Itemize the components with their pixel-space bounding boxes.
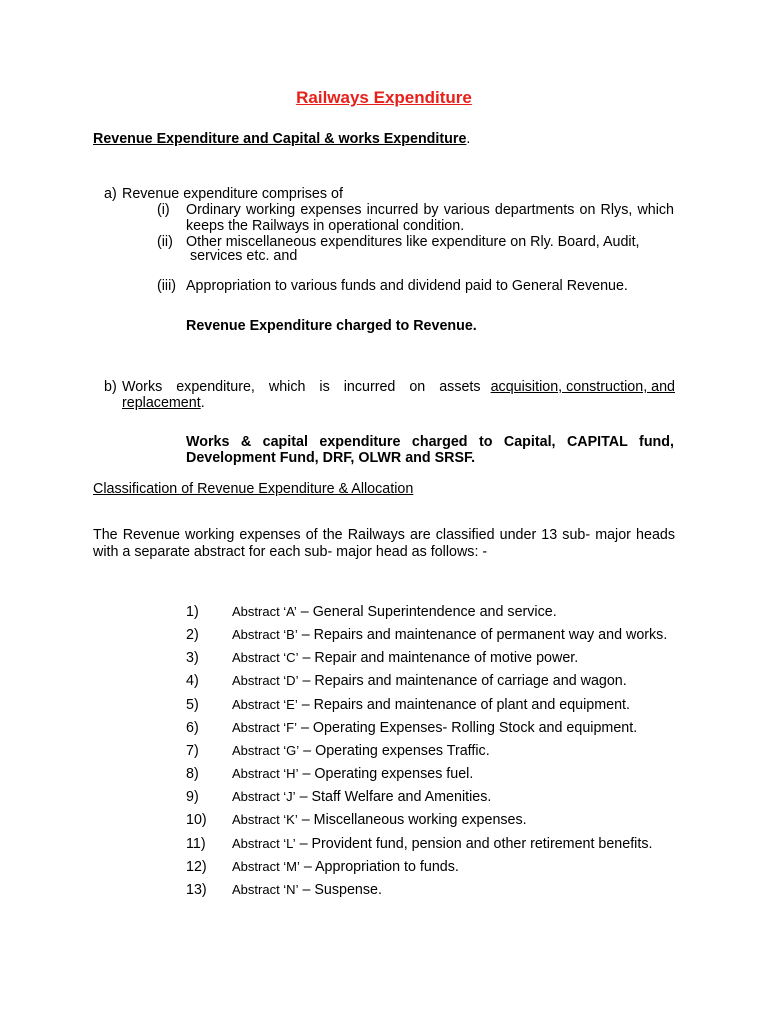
word: is xyxy=(319,379,330,395)
abstract-num: 7) xyxy=(186,743,199,759)
item-i-line2: keeps the Railways in operational condition. xyxy=(186,218,465,234)
abstract-key: Abstract ‘G’ xyxy=(232,743,300,758)
abstract-num: 9) xyxy=(186,789,199,805)
abstract-key: Abstract ‘H’ xyxy=(232,766,299,781)
page-title: Railways Expenditure xyxy=(296,88,472,107)
word: assets xyxy=(439,379,481,395)
abstract-desc: – Repairs and maintenance of carriage and wagon. xyxy=(302,673,627,689)
abstract-key: Abstract ‘C’ xyxy=(232,650,299,665)
abstract-desc: – Repairs and maintenance of plant and equipment. xyxy=(301,697,630,713)
subtitle: Revenue Expenditure and Capital & works Expenditure. xyxy=(93,131,471,147)
abstract-item xyxy=(232,650,578,666)
abstract-item xyxy=(232,627,667,643)
word: which xyxy=(268,379,306,395)
abstract-num: 11) xyxy=(186,836,206,852)
section-a-label: a) xyxy=(104,186,117,202)
abstract-key: Abstract ‘A’ xyxy=(232,604,297,619)
section-b-line1-underlined: acquisition, construction, and xyxy=(490,379,675,395)
item-iii-num: (iii) xyxy=(157,278,177,294)
abstract-key: Abstract ‘J’ xyxy=(232,789,296,804)
abstract-key: Abstract ‘B’ xyxy=(232,627,298,642)
abstract-key: Abstract ‘E’ xyxy=(232,697,298,712)
section-b-line1 xyxy=(122,379,675,395)
word: expenditure, xyxy=(176,379,255,395)
section-b-line2: replacement. xyxy=(122,395,205,411)
abstract-desc: – Staff Welfare and Amenities. xyxy=(299,789,492,805)
abstract-key: Abstract ‘D’ xyxy=(232,673,299,688)
item-i-num: (i) xyxy=(157,202,170,218)
abstract-desc: – Repair and maintenance of motive power. xyxy=(302,650,579,666)
section-b-label: b) xyxy=(104,379,117,395)
abstract-num: 8) xyxy=(186,766,199,782)
item-ii-line1: Other miscellaneous expenditures like expenditure on Rly. Board, Audit, xyxy=(186,234,640,250)
abstract-item xyxy=(232,604,557,620)
abstract-item xyxy=(232,859,459,875)
section-b-note-line1: Works & capital expenditure charged to Capital, CAPITAL fund, xyxy=(186,434,674,450)
abstract-desc: – General Superintendence and service. xyxy=(300,604,557,620)
section-b-note-line2: Development Fund, DRF, OLWR and SRSF. xyxy=(186,450,476,466)
item-ii-line2: services etc. and xyxy=(190,248,298,264)
abstract-item xyxy=(232,882,382,898)
word: incurred xyxy=(343,379,396,395)
abstract-desc: – Operating Expenses- Rolling Stock and equipment. xyxy=(301,720,638,736)
abstract-num: 2) xyxy=(186,627,199,643)
abstract-item xyxy=(232,836,652,852)
abstract-num: 1) xyxy=(186,604,199,620)
abstract-num: 12) xyxy=(186,859,207,875)
section-a-heading: Revenue expenditure comprises of xyxy=(122,186,343,202)
abstract-item xyxy=(232,812,527,828)
abstract-item xyxy=(232,743,490,759)
abstract-num: 10) xyxy=(186,812,207,828)
abstract-desc: – Operating expenses fuel. xyxy=(302,766,474,782)
item-ii-num: (ii) xyxy=(157,234,173,250)
abstract-num: 5) xyxy=(186,697,199,713)
abstract-item xyxy=(232,720,637,736)
abstract-item xyxy=(232,766,473,782)
abstract-desc: – Appropriation to funds. xyxy=(303,859,459,875)
section-a-note: Revenue Expenditure charged to Revenue. xyxy=(186,318,477,334)
word: on xyxy=(409,379,426,395)
word: Works xyxy=(122,379,163,395)
item-iii-line1: Appropriation to various funds and dividend paid to General Revenue. xyxy=(186,278,628,294)
abstract-item xyxy=(232,789,491,805)
paragraph-line2: with a separate abstract for each sub- major head as follows: - xyxy=(93,544,488,560)
abstract-key: Abstract ‘F’ xyxy=(232,720,298,735)
abstract-desc: – Repairs and maintenance of permanent way and works. xyxy=(301,627,668,643)
abstract-desc: – Miscellaneous working expenses. xyxy=(301,812,527,828)
abstract-item xyxy=(232,697,630,713)
abstract-desc: – Suspense. xyxy=(302,882,382,898)
abstract-key: Abstract ‘N’ xyxy=(232,882,299,897)
abstract-key: Abstract ‘L’ xyxy=(232,836,296,851)
classification-heading: Classification of Revenue Expenditure & Allocation xyxy=(93,481,414,497)
paragraph-line1: The Revenue working expenses of the Railways are classified under 13 sub- major heads xyxy=(93,527,675,543)
abstract-desc: – Operating expenses Traffic. xyxy=(303,743,490,759)
abstract-num: 13) xyxy=(186,882,207,898)
abstract-num: 6) xyxy=(186,720,199,736)
item-i-line1: Ordinary working expenses incurred by various departments on Rlys, which xyxy=(186,202,674,218)
abstract-desc: – Provident fund, pension and other retirement benefits. xyxy=(299,836,653,852)
abstract-num: 4) xyxy=(186,673,199,689)
abstract-num: 3) xyxy=(186,650,199,666)
abstract-key: Abstract ‘K’ xyxy=(232,812,298,827)
section-b-line1-prefix xyxy=(122,379,481,395)
abstract-key: Abstract ‘M’ xyxy=(232,859,300,874)
abstract-item xyxy=(232,673,627,689)
